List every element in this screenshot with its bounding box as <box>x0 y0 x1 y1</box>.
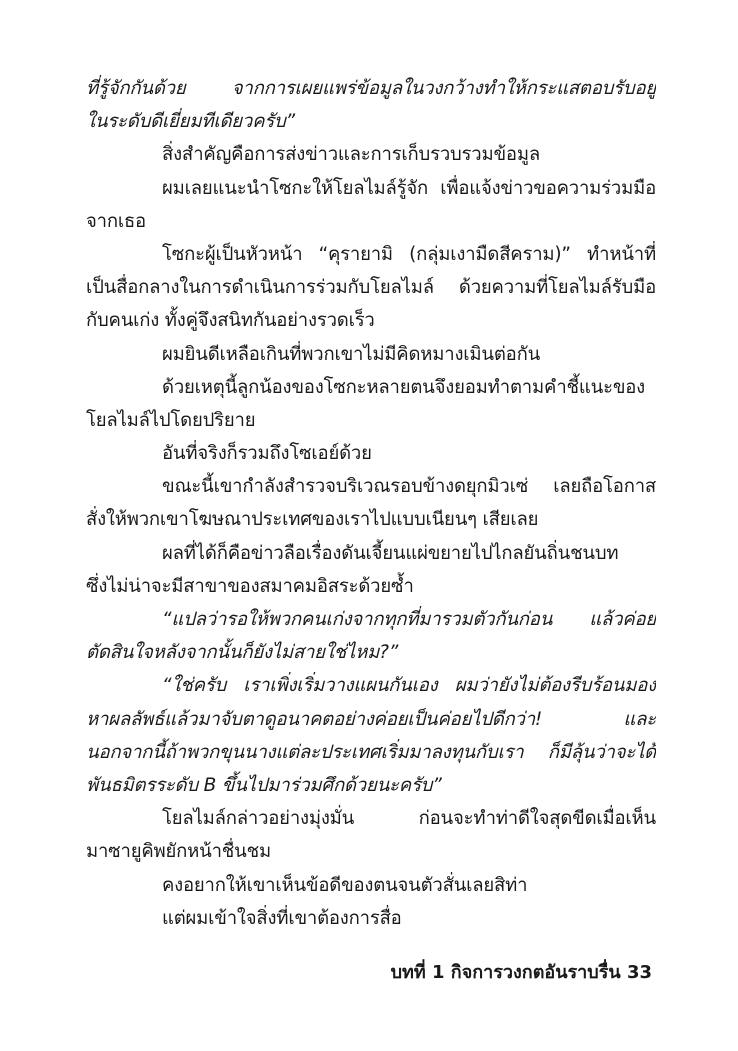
text-line: ผมยินดีเหลือเกินที่พวกเขาไม่มีคิดหมางเมินต่อกัน <box>162 343 541 365</box>
text-line: กับคนเก่ง ทั้งคู่จึงสนิทกันอย่างรวดเร็ว <box>86 310 375 332</box>
text-line: ที่รู้จักกันด้วย จากการเผยแพร่ข้อมูลในวงกว้างทำให้กระแสตอบรับอยู่ <box>86 78 656 99</box>
body-text <box>86 72 656 935</box>
text-line: “ใช่ครับ เราเพิ่งเริ่มวางแผนกันเอง ผมว่ายังไม่ต้องรีบร้อนมอง <box>162 675 656 697</box>
text-line: จากเธอ <box>86 210 146 232</box>
text-line: สั่งให้พวกเขาโฆษณาประเทศของเราไปแบบเนียนๆ เสียเลย <box>86 509 539 531</box>
text-line: ด้วยเหตุนี้ลูกน้องของโซกะหลายตนจึงยอมทำตามคำชี้แนะของ <box>162 376 646 398</box>
text-line: โซกะผู้เป็นหัวหน้า “คุรายามิ (กลุ่มเงามืดสีคราม)” ทำหน้าที่ <box>162 243 656 265</box>
text-line: ตัดสินใจหลังจากนั้นก็ยังไม่สายใช่ไหม?” <box>86 642 399 664</box>
text-line: ผมเลยแนะนำโซกะให้โยลไมล์รู้จัก เพื่อแจ้งข่าวขอความร่วมมือ <box>162 177 656 199</box>
page-footer: บทที่ 1 กิจการวงกตอันราบรื่น 33 <box>390 962 652 983</box>
text-line: อันที่จริงก็รวมถึงโซเอย์ด้วย <box>162 443 372 465</box>
text-line: คงอยากให้เขาเห็นข้อดีของตนจนตัวสั่นเลยสิท่า <box>162 874 528 896</box>
text-line: แต่ผมเข้าใจสิ่งที่เขาต้องการสื่อ <box>162 907 402 929</box>
text-line: พันธมิตรระดับ B ขึ้นไปมาร่วมศึกด้วยนะครับ” <box>86 774 442 796</box>
text-line: สิ่งสำคัญคือการส่งข่าวและการเก็บรวบรวมข้อมูล <box>162 144 540 166</box>
text-line: ขณะนี้เขากำลังสำรวจบริเวณรอบข้างดยุกมิวเซ่ เลยถือโอกาส <box>162 476 656 498</box>
text-line: เป็นสื่อกลางในการดำเนินการร่วมกับโยลไมล์ ด้วยความที่โยลไมล์รับมือ <box>86 277 656 299</box>
text-line: ซึ่งไม่น่าจะมีสาขาของสมาคมอิสระด้วยซ้ำ <box>86 575 414 597</box>
text-line: ในระดับดีเยี่ยมทีเดียวครับ” <box>86 111 295 133</box>
text-line: ผลที่ได้ก็คือข่าวลือเรื่องดันเจี้ยนแผ่ขยายไปไกลยันถิ่นชนบท <box>162 542 619 564</box>
text-line: โยลไมล์ไปโดยปริยาย <box>86 409 256 431</box>
text-line: “แปลว่ารอให้พวกคนเก่งจากทุกที่มารวมตัวกันก่อน แล้วค่อย <box>162 609 656 630</box>
text-line: โยลไมล์กล่าวอย่างมุ่งมั่น ก่อนจะทำท่าดีใจสุดขีดเมื่อเห็น <box>162 808 656 830</box>
text-line: มาซายูคิพยักหน้าชื่นชม <box>86 841 271 863</box>
text-line: นอกจากนี้ถ้าพวกขุนนางแต่ละประเทศเริ่มมาลงทุนกับเรา ก็มีลุ้นว่าจะได้ <box>86 741 656 763</box>
text-line: หาผลลัพธ์แล้วมาจับตาดูอนาคตอย่างค่อยเป็นค่อยไปดีกว่า! และ <box>86 708 656 730</box>
